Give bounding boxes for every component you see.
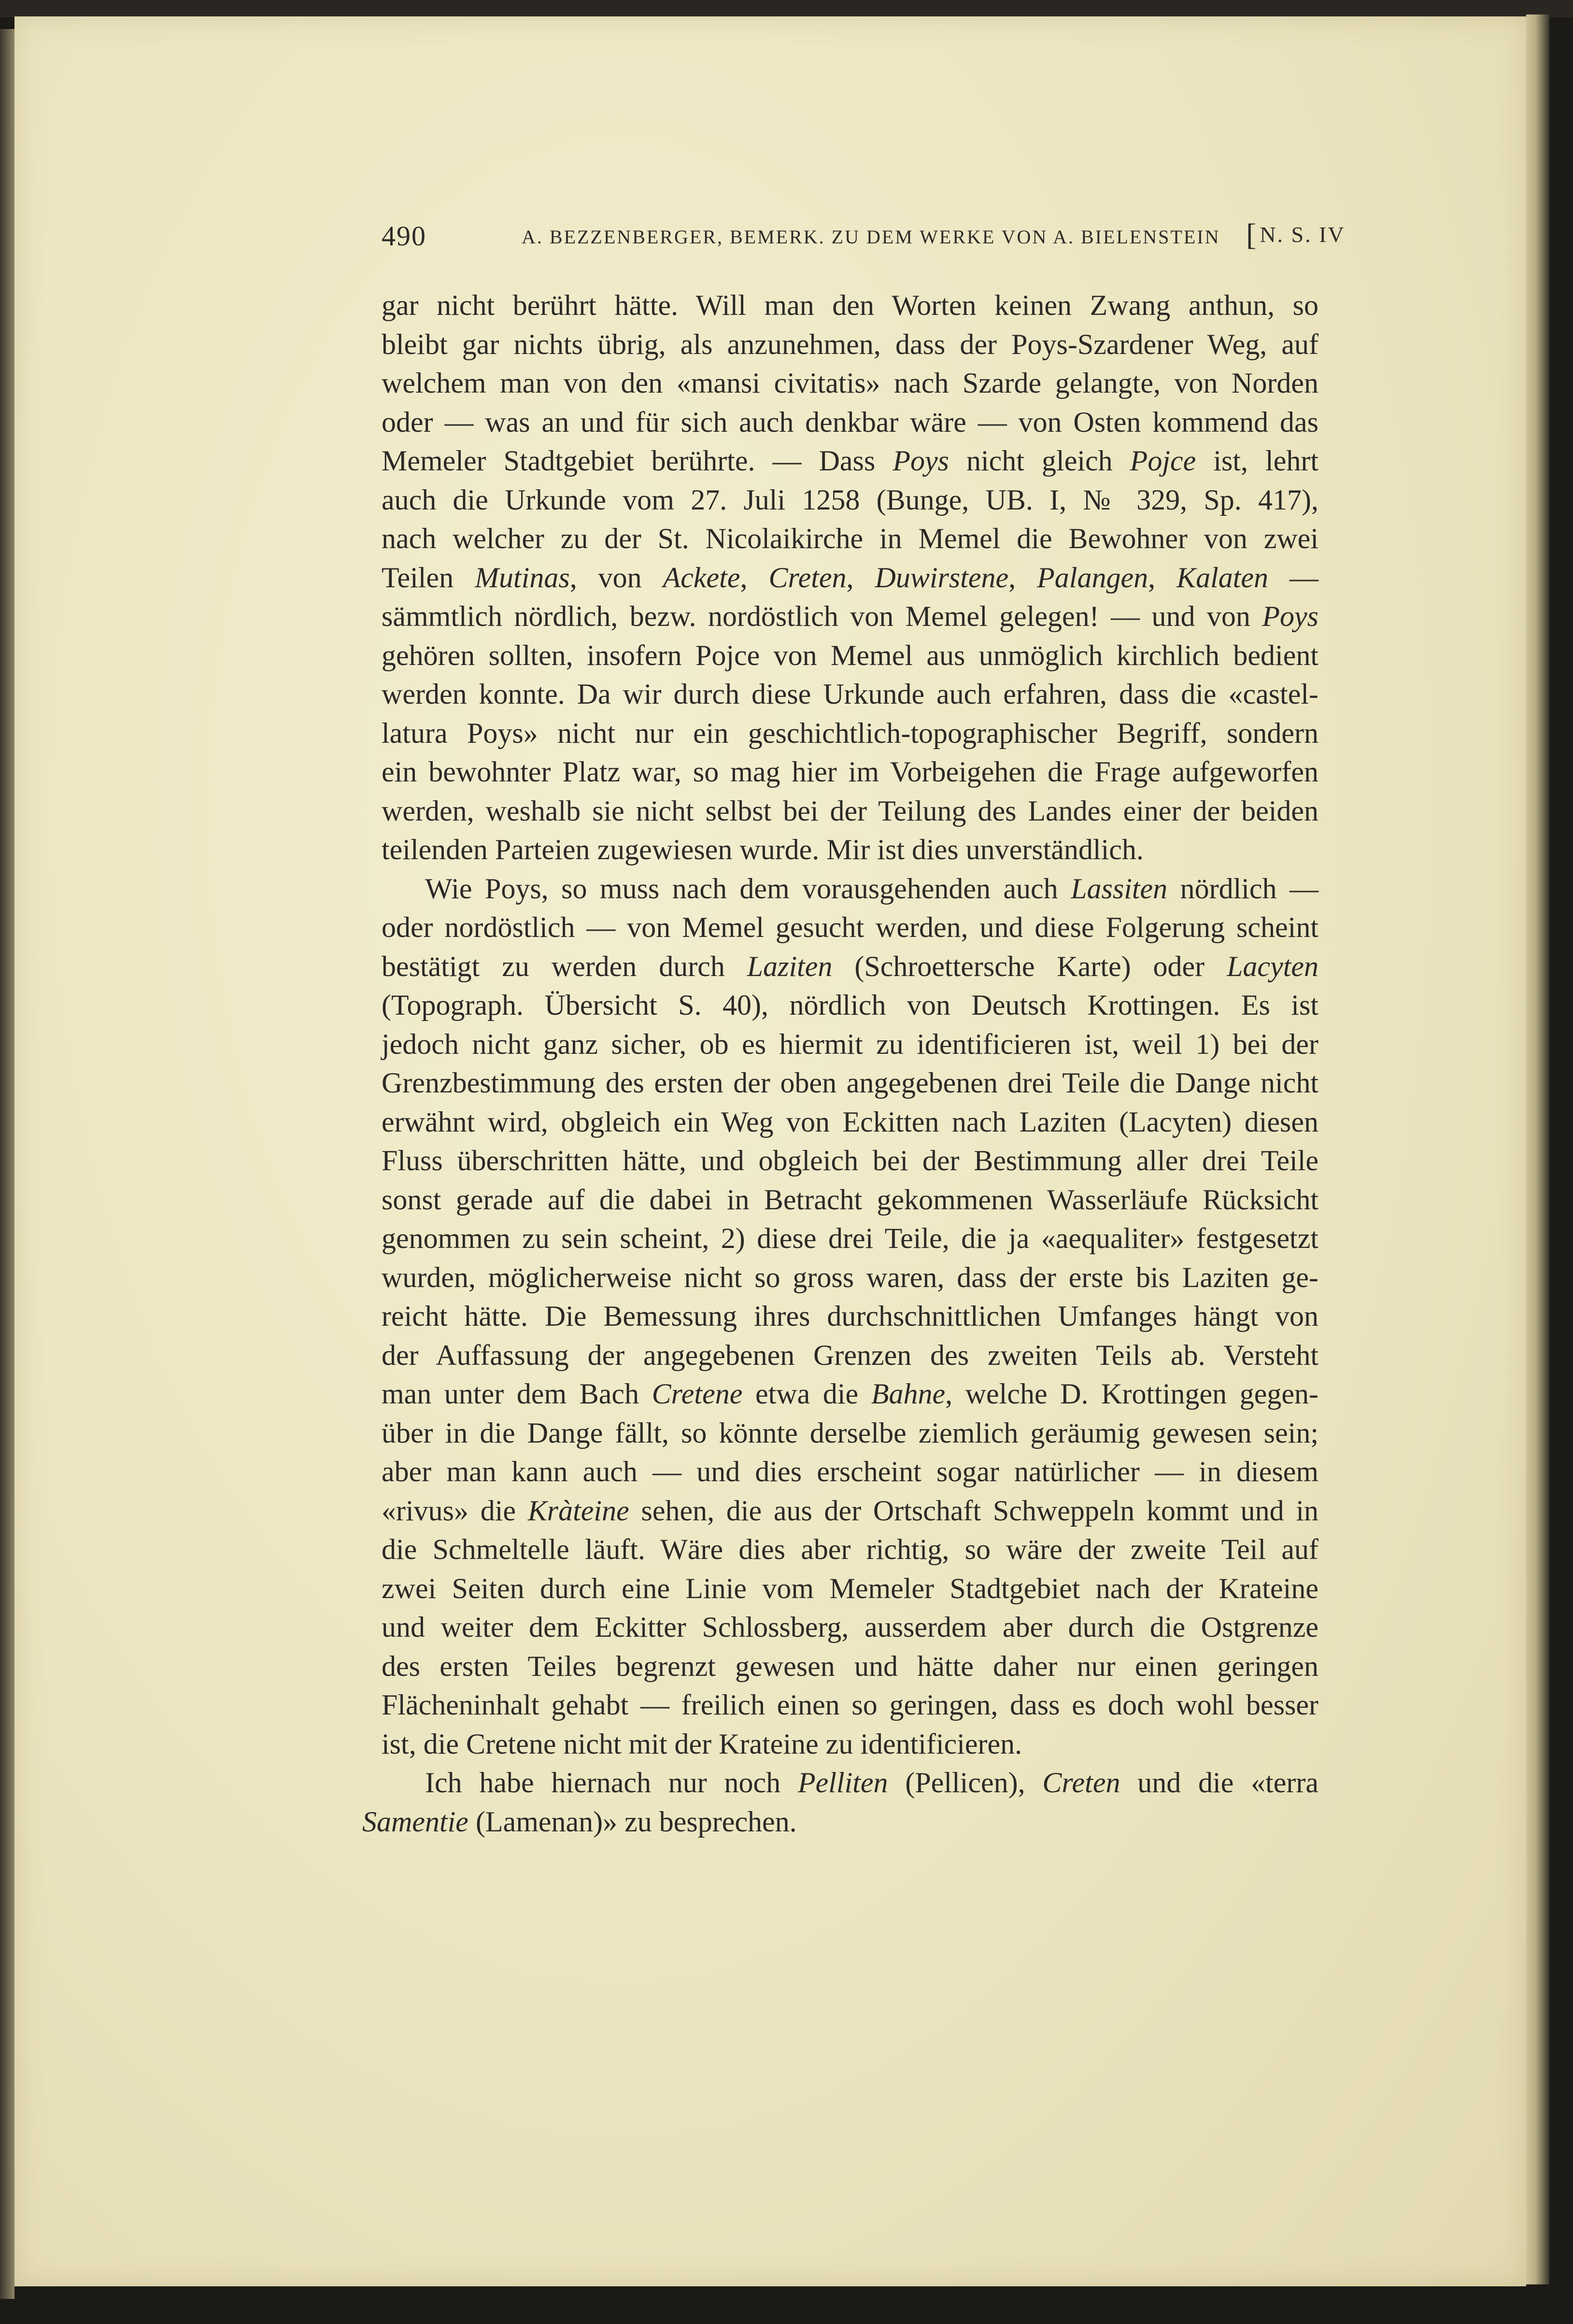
- italic-term: Cretene: [652, 1378, 743, 1410]
- text-segment: sehen, die aus der Ortschaft Schweppeln kommt und in: [629, 1494, 1318, 1527]
- text-segment: «rivus» die: [382, 1494, 528, 1527]
- text-segment: gar nicht berührt hätte. Will man den Worten keinen Zwang anthun, so: [382, 289, 1318, 321]
- text-segment: ,: [1008, 561, 1037, 594]
- text-line: [382, 1725, 1318, 1764]
- text-line: [382, 986, 1318, 1025]
- text-segment: (Schroettersche Karte) oder: [832, 950, 1227, 982]
- section-bracket: [: [1246, 217, 1258, 252]
- text-line: [382, 1297, 1318, 1336]
- text-segment: werden konnte. Da wir durch diese Urkunde auch erfahren, dass die «castel-: [382, 678, 1318, 710]
- text-line: [382, 830, 1318, 869]
- text-segment: wurden, möglicherweise nicht so gross waren, dass der erste bis Laziten ge-: [382, 1261, 1318, 1293]
- text-segment: , von: [569, 561, 663, 594]
- text-segment: Fluss überschritten hätte, und obgleich bei der Bestimmung aller drei Teile: [382, 1145, 1318, 1176]
- text-line: [382, 1219, 1318, 1258]
- italic-term: Creten: [1042, 1767, 1120, 1799]
- section-marker: [1246, 217, 1346, 252]
- text-line: [382, 1569, 1318, 1608]
- text-segment: nach welcher zu der St. Nicolaikirche in Memel die Bewohner von zwei: [382, 523, 1318, 554]
- text-segment: werden, weshalb sie nicht selbst bei der Teilung des Landes einer der beiden: [382, 794, 1318, 827]
- text-line: [382, 1686, 1318, 1725]
- text-line: [382, 519, 1318, 558]
- text-segment: Flächeninhalt gehabt — freilich einen so geringen, dass es doch wohl besser: [382, 1689, 1318, 1721]
- binding-edge: [0, 29, 14, 2299]
- text-segment: auch die Urkunde vom 27. Juli 1258 (Bunge, UB. I, № 329, Sp. 417),: [382, 483, 1318, 516]
- text-line: [382, 1414, 1318, 1453]
- text-line: [382, 481, 1318, 520]
- text-segment: (Topograph. Übersicht S. 40), nördlich von Deutsch Krottingen. Es ist: [382, 989, 1318, 1021]
- text-segment: latura Poys» nicht nur ein geschichtlich-topographischer Begriff, sondern: [382, 717, 1318, 749]
- text-line: [382, 1491, 1318, 1530]
- italic-term: Poys: [893, 445, 949, 477]
- italic-term: Kràteine: [527, 1494, 629, 1527]
- text-line: [382, 1063, 1318, 1103]
- text-segment: man unter dem Bach: [382, 1378, 652, 1410]
- page-number: 490: [382, 220, 426, 252]
- italic-term: Lassiten: [1071, 872, 1168, 905]
- text-segment: genommen zu sein scheint, 2) diese drei Teile, die ja «aequaliter» festgesetzt: [382, 1222, 1318, 1254]
- text-segment: Grenzbestimmung des ersten der oben angegebenen drei Teile die Dange nicht: [382, 1067, 1318, 1099]
- text-segment: Wie Poys, so muss nach dem vorausgehenden auch: [425, 872, 1071, 905]
- text-line: [382, 1608, 1318, 1647]
- text-segment: ist, lehrt: [1196, 445, 1319, 477]
- text-line: [382, 1258, 1318, 1297]
- text-line: [382, 714, 1318, 753]
- text-segment: jedoch nicht ganz sicher, ob es hiermit zu identificieren ist, weil 1) bei der: [382, 1028, 1318, 1060]
- text-segment: Teilen: [382, 561, 475, 594]
- text-segment: ,: [846, 561, 875, 594]
- italic-term: Ackete: [663, 561, 740, 594]
- text-segment: des ersten Teiles begrenzt gewesen und hätte daher nur einen geringen: [382, 1650, 1318, 1682]
- text-segment: nicht gleich: [949, 445, 1130, 477]
- text-segment: und weiter dem Eckitter Schlossberg, ausserdem aber durch die Ostgrenze: [382, 1611, 1318, 1643]
- text-line: [382, 1530, 1318, 1569]
- text-line: [382, 364, 1318, 403]
- text-segment: oder nordöstlich — von Memel gesucht werden, und diese Folgerung scheint: [382, 911, 1318, 943]
- italic-term: Creten: [768, 561, 847, 594]
- italic-term: Palangen: [1037, 561, 1148, 594]
- text-line: [382, 752, 1318, 792]
- text-segment: sämmtlich nördlich, bezw. nordöstlich von Memel gelegen! — und von: [382, 600, 1262, 632]
- text-line: [382, 792, 1318, 831]
- text-line: [382, 1025, 1318, 1064]
- italic-term: Laziten: [747, 950, 833, 982]
- text-segment: (Lamenan)» zu besprechen.: [468, 1805, 797, 1838]
- text-segment: nördlich —: [1167, 872, 1318, 905]
- text-segment: Memeler Stadtgebiet berührte. — Dass: [382, 445, 893, 477]
- running-title: A. BEZZENBERGER, BEMERK. ZU DEM WERKE VON A. BIELENSTEIN: [522, 226, 1220, 248]
- text-segment: aber man kann auch — und dies erscheint sogar natürlicher — in diesem: [382, 1456, 1318, 1488]
- text-line: [382, 1336, 1318, 1375]
- text-line: [382, 1452, 1318, 1491]
- text-segment: ein bewohnter Platz war, so mag hier im Vorbeigehen die Frage aufgeworfen: [382, 756, 1318, 788]
- text-line: [382, 441, 1318, 481]
- text-line: [382, 1375, 1318, 1414]
- text-line: [382, 636, 1318, 675]
- text-segment: und die «terra: [1120, 1767, 1319, 1799]
- text-segment: sonst gerade auf die dabei in Betracht gekommenen Wasserläufe Rücksicht: [382, 1183, 1318, 1216]
- text-line: [382, 947, 1318, 986]
- text-segment: etwa die: [742, 1378, 871, 1410]
- italic-term: Poys: [1262, 600, 1318, 632]
- italic-term: Duwirstene: [875, 561, 1009, 594]
- paragraph-first-line: [382, 869, 1318, 908]
- text-segment: ,: [1148, 561, 1177, 594]
- text-segment: reicht hätte. Die Bemessung ihres durchschnittlichen Umfanges hängt von: [382, 1300, 1318, 1332]
- text-segment: ist, die Cretene nicht mit der Krateine zu identificieren.: [382, 1728, 1022, 1760]
- text-line: [382, 403, 1318, 442]
- text-segment: Ich habe hiernach nur noch: [425, 1767, 798, 1799]
- text-line: [382, 325, 1318, 364]
- text-segment: , welche D. Krottingen gegen-: [945, 1378, 1318, 1410]
- text-segment: zwei Seiten durch eine Linie vom Memeler Stadtgebiet nach der Krateine: [382, 1572, 1318, 1604]
- page-fore-edge: [1526, 14, 1549, 2284]
- text-line: [382, 286, 1318, 325]
- italic-term: Pojce: [1130, 445, 1196, 477]
- text-segment: der Auffassung der angegebenen Grenzen des zweiten Teils ab. Versteht: [382, 1339, 1318, 1371]
- text-segment: bleibt gar nichts übrig, als anzunehmen, dass der Poys-Szardener Weg, auf: [382, 328, 1318, 360]
- paragraph-first-line: [382, 1763, 1318, 1802]
- italic-term: Bahne: [871, 1378, 946, 1410]
- text-line: [382, 908, 1318, 947]
- text-line: [382, 1141, 1318, 1180]
- scan-top-border: [0, 0, 1573, 17]
- italic-term: Samentie: [362, 1805, 468, 1838]
- italic-term: Mutinas: [475, 561, 570, 594]
- text-line: [382, 597, 1318, 636]
- text-segment: bestätigt zu werden durch: [382, 950, 747, 982]
- text-line: [382, 1647, 1318, 1686]
- text-line: [382, 675, 1318, 714]
- text-segment: (Pellicen),: [888, 1767, 1043, 1799]
- italic-term: Pelliten: [797, 1767, 888, 1799]
- text-segment: gehören sollten, insofern Pojce von Memel aus unmöglich kirchlich bedient: [382, 639, 1318, 671]
- text-segment: die Schmeltelle läuft. Wäre dies aber richtig, so wäre der zweite Teil auf: [382, 1533, 1318, 1565]
- text-segment: erwähnt wird, obgleich ein Weg von Eckitten nach Laziten (Lacyten) diesen: [382, 1105, 1318, 1138]
- text-segment: ,: [740, 561, 769, 594]
- body-text: [362, 286, 1319, 1841]
- text-line: [382, 558, 1318, 597]
- text-segment: über in die Dange fällt, so könnte derselbe ziemlich geräumig gewesen sein;: [382, 1417, 1318, 1449]
- italic-term: Lacyten: [1227, 950, 1318, 982]
- text-line: [382, 1103, 1318, 1142]
- section-label: N. S. IV: [1260, 222, 1346, 247]
- text-segment: —: [1268, 561, 1319, 594]
- text-segment: welchem man von den «mansi civitatis» nach Szarde gelangte, von Norden: [382, 367, 1318, 399]
- italic-term: Kalaten: [1176, 561, 1269, 594]
- text-line: [382, 1180, 1318, 1219]
- text-line: [362, 1802, 1318, 1842]
- text-segment: oder — was an und für sich auch denkbar wäre — von Osten kommend das: [382, 406, 1318, 438]
- text-segment: teilenden Parteien zugewiesen wurde. Mir ist dies unverständlich.: [382, 834, 1144, 865]
- running-header: [382, 217, 1352, 254]
